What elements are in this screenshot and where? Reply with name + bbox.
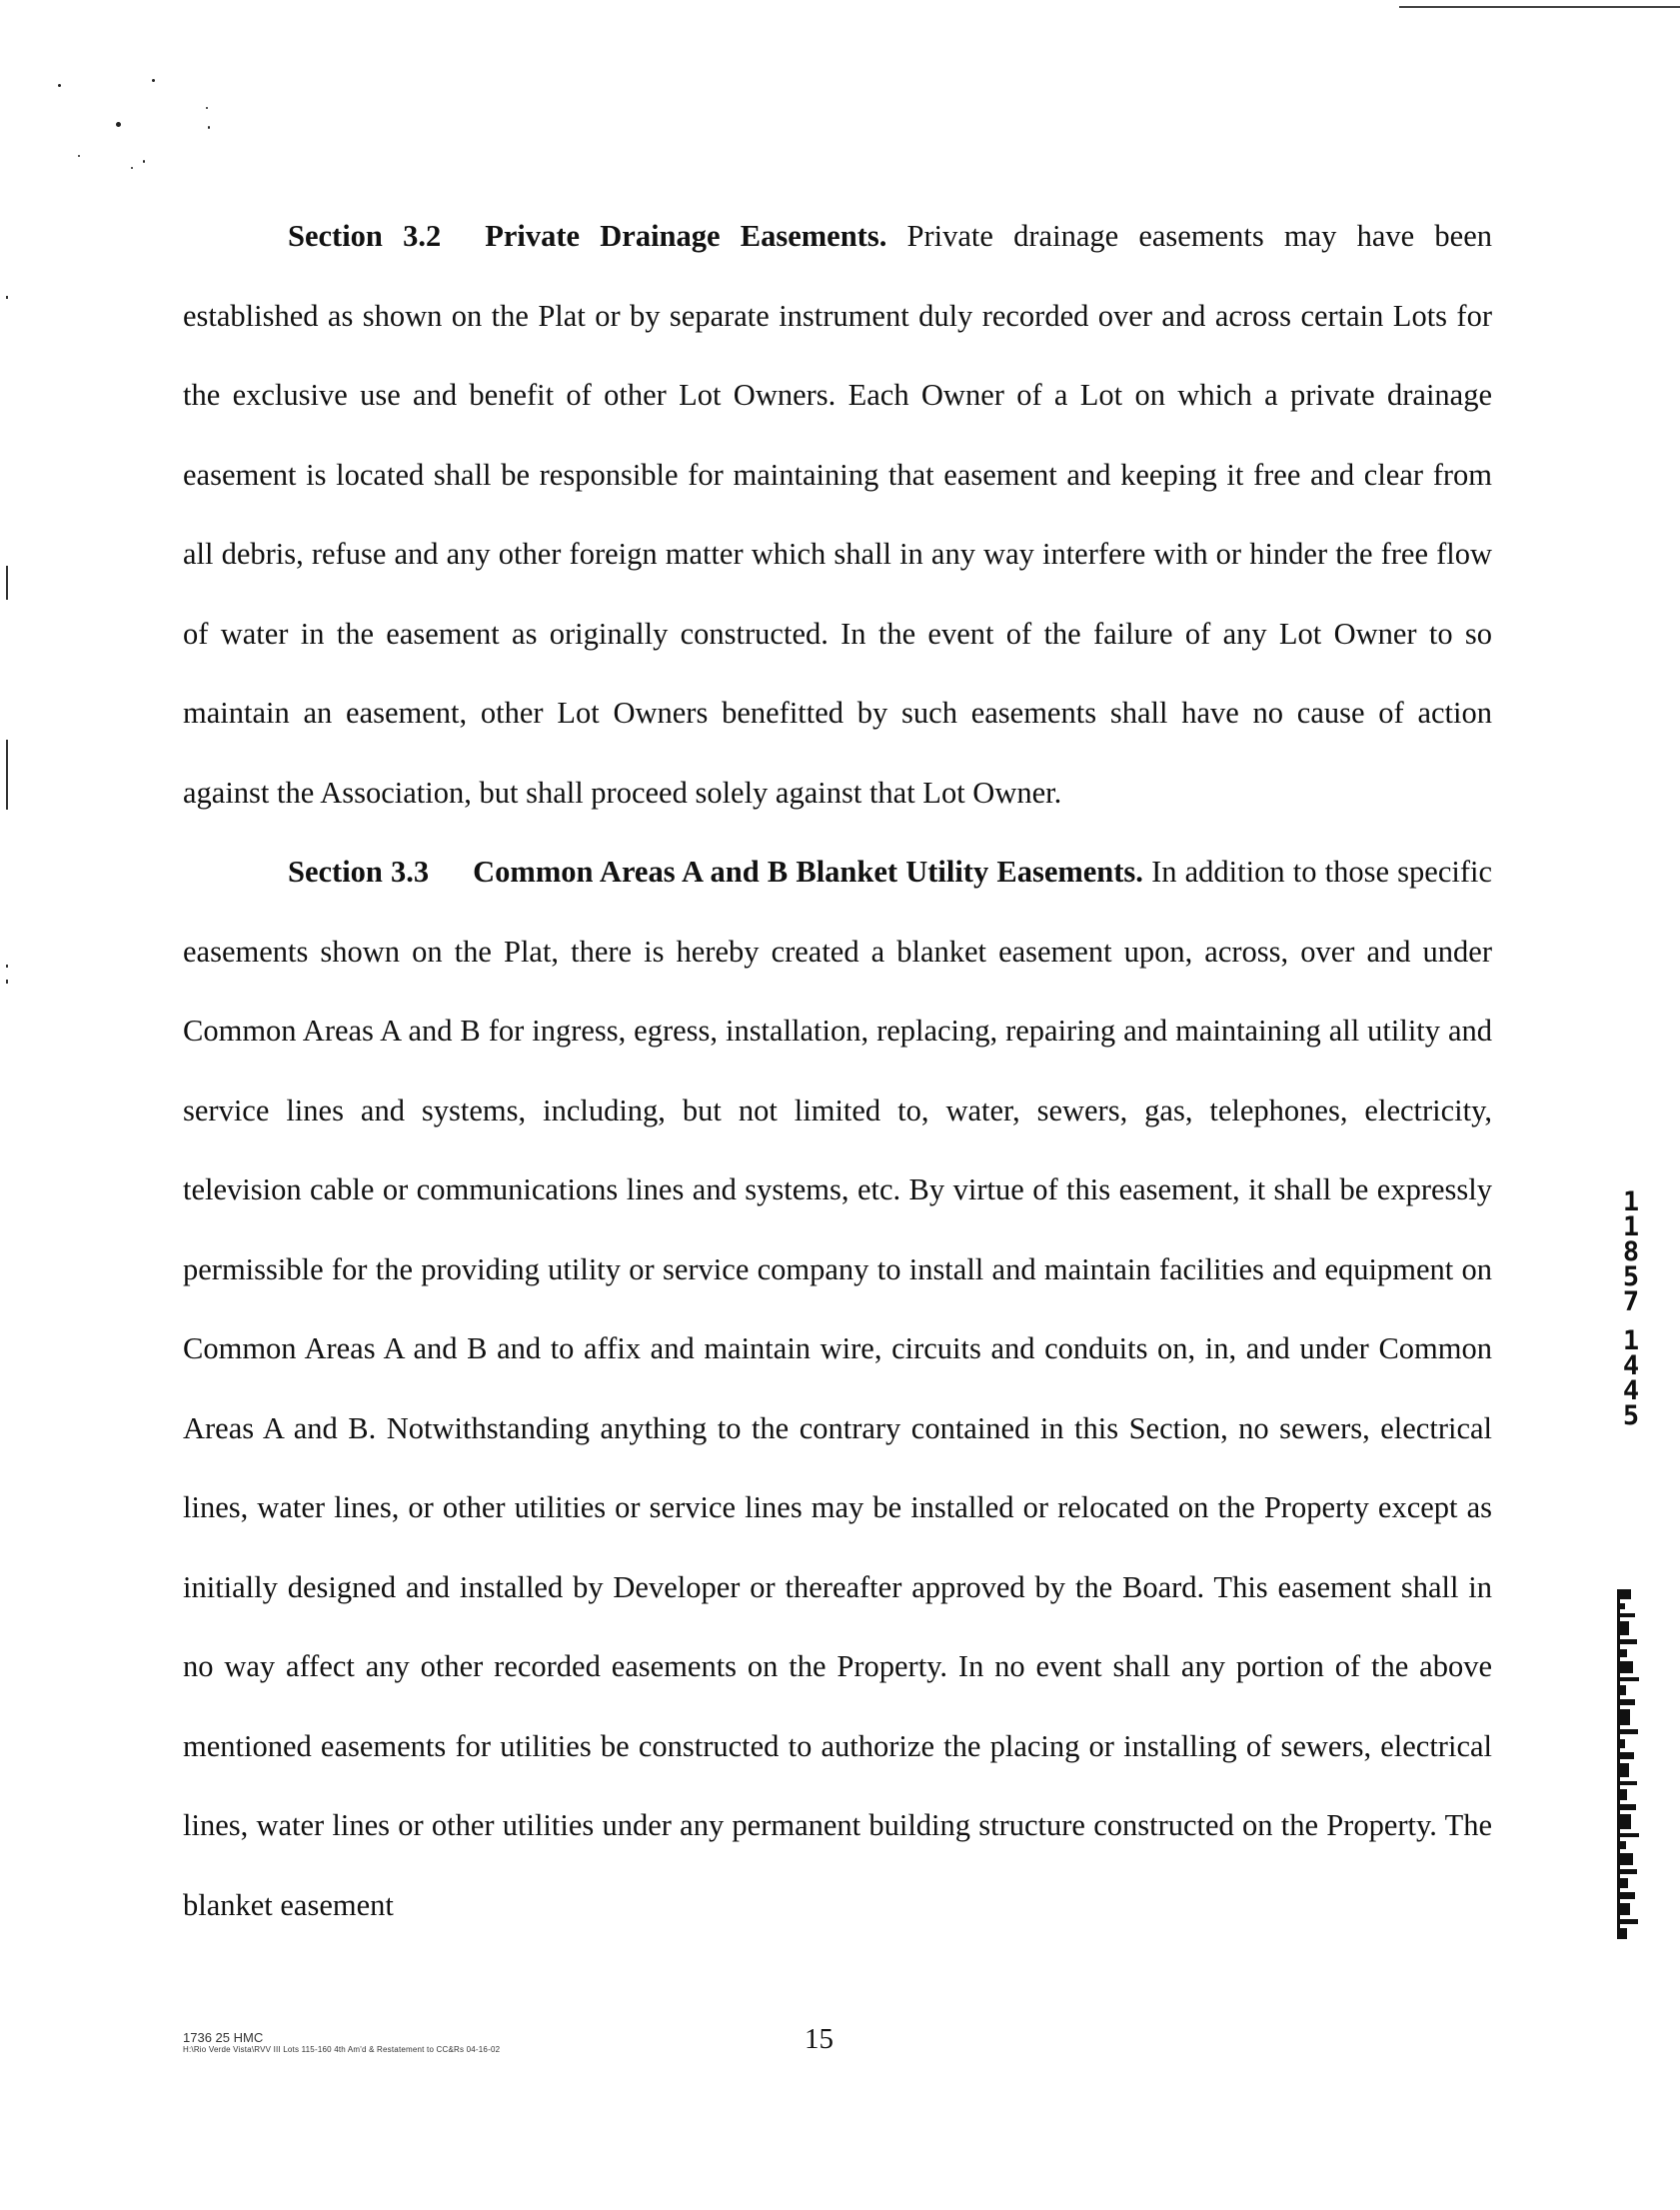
stamp-digit: 4 — [1622, 1375, 1640, 1406]
stamp-digit: 5 — [1622, 1400, 1640, 1431]
stamp-digit: 7 — [1622, 1286, 1640, 1317]
top-edge-rule — [1399, 6, 1680, 8]
section-3-2-paragraph — [183, 197, 1492, 833]
stamp-digit: 1 — [1622, 1211, 1640, 1242]
recording-barcode — [1617, 1589, 1647, 1939]
section-3-2-number: Section 3.2 — [288, 219, 442, 253]
page-number: 15 — [805, 2023, 834, 2055]
stamp-digit: 1 — [1622, 1186, 1640, 1217]
document-body — [183, 197, 1492, 1945]
stamp-digit: 8 — [1622, 1236, 1640, 1267]
section-3-3-paragraph — [183, 833, 1492, 1945]
section-3-3-title: Common Areas A and B Blanket Utility Easements. — [473, 855, 1143, 889]
section-3-3-number: Section 3.3 — [288, 855, 430, 889]
footer-doc-code: 1736 25 HMC — [183, 2030, 264, 2045]
footer-file-path: H:\Rio Verde Vista\RVV III Lots 115-160 4th Am'd & Restatement to CC&Rs 04-16-02 — [183, 2045, 501, 2054]
recording-number-stamp — [1611, 1186, 1651, 1431]
section-3-3-text: In addition to those specific easements shown on the Plat, there is hereby created a blanket easement upon, across, over and under Common Areas A and B for ingress, egress, installation, replacing, repairing and maintaining all utility and service lines and systems, including, but not limited to, water, sewers, gas, telephones, electricity, television cable or communications lines and systems, etc. By virtue of this easement, it shall be expressly permissible for the providing utility or service company to install and maintain facilities and equipment on Common Areas A and B and to affix and maintain wire, circuits and conduits on, in, and under Common Areas A and B. Notwithstanding anything to the contrary contained in this Section, no sewers, electrical lines, water lines, or other utilities or service lines may be installed or relocated on the Property except as initially designed and installed by Developer or thereafter approved by the Board. This easement shall in no way affect any other recorded easements on the Property. In no event shall any portion of the above mentioned easements for utilities be constructed to authorize the placing or installing of sewers, electrical lines, water lines or other utilities under any permanent building structure constructed on the Property. The blanket easement — [183, 855, 1492, 1922]
stamp-digit: 1 — [1622, 1325, 1640, 1356]
stamp-digit: 4 — [1622, 1350, 1640, 1381]
document-footer — [183, 2030, 500, 2055]
section-3-2-title: Private Drainage Easements. — [485, 219, 887, 253]
section-3-2-text: Private drainage easements may have been established as shown on the Plat or by separate instrument duly recorded over and across certain Lots for the exclusive use and benefit of other Lot Owners. Each Owner of a Lot on which a private drainage easement is located shall be responsible for maintaining that easement and keeping it free and clear from all debris, refuse and any other foreign matter which shall in any way interfere with or hinder the free flow of water in the easement as originally constructed. In the event of the failure of any Lot Owner to so maintain an easement, other Lot Owners benefitted by such easements shall have no cause of action against the Association, but shall proceed solely against that Lot Owner. — [183, 219, 1492, 810]
stamp-digit: 5 — [1622, 1261, 1640, 1292]
